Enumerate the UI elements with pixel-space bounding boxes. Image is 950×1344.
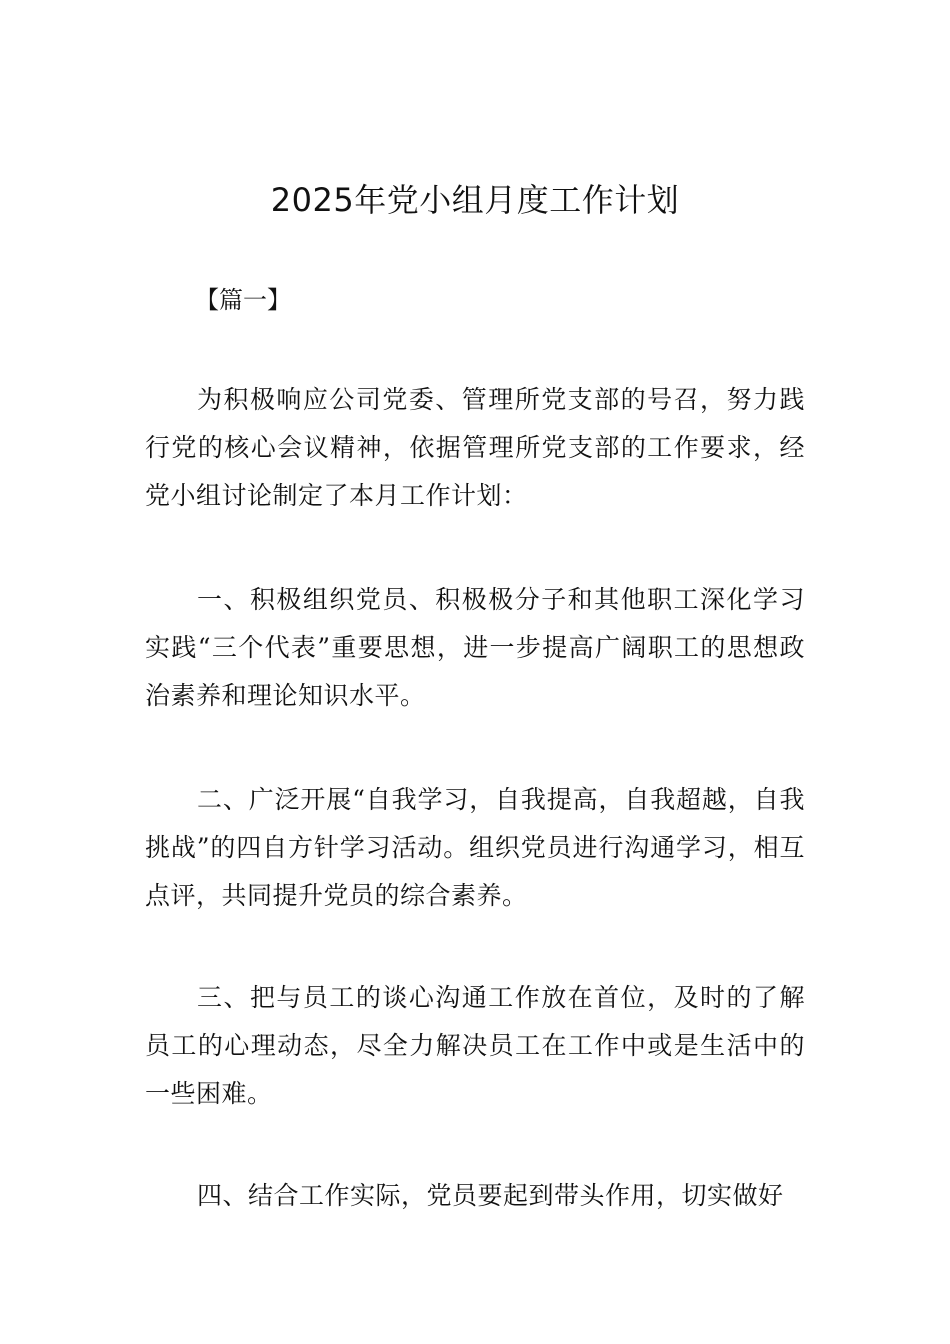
paragraph-item-4: 四、结合工作实际，党员要起到带头作用，切实做好	[197, 1181, 784, 1210]
paragraph-intro: 为积极响应公司党委、管理所党支部的号召，努力践行党的核心会议精神，依据管理所党支部的工作要求，经党小组讨论制定了本月工作计划：	[145, 385, 805, 510]
document-title: 2025年党小组月度工作计划	[270, 181, 680, 219]
paragraph-item-3: 三、把与员工的谈心沟通工作放在首位，及时的了解员工的心理动态，尽全力解决员工在工作中或是生活中的一些困难。	[145, 983, 805, 1108]
paragraph-item-1: 一、积极组织党员、积极极分子和其他职工深化学习实践“三个代表”重要思想，进一步提高广阔职工的思想政治素养和理论知识水平。	[145, 585, 805, 710]
paragraph-item-2: 二、广泛开展“自我学习，自我提高，自我超越，自我挑战”的四自方针学习活动。组织党员进行沟通学习，相互点评，共同提升党员的综合素养。	[145, 785, 805, 910]
section-label: 【篇一】	[195, 286, 291, 314]
